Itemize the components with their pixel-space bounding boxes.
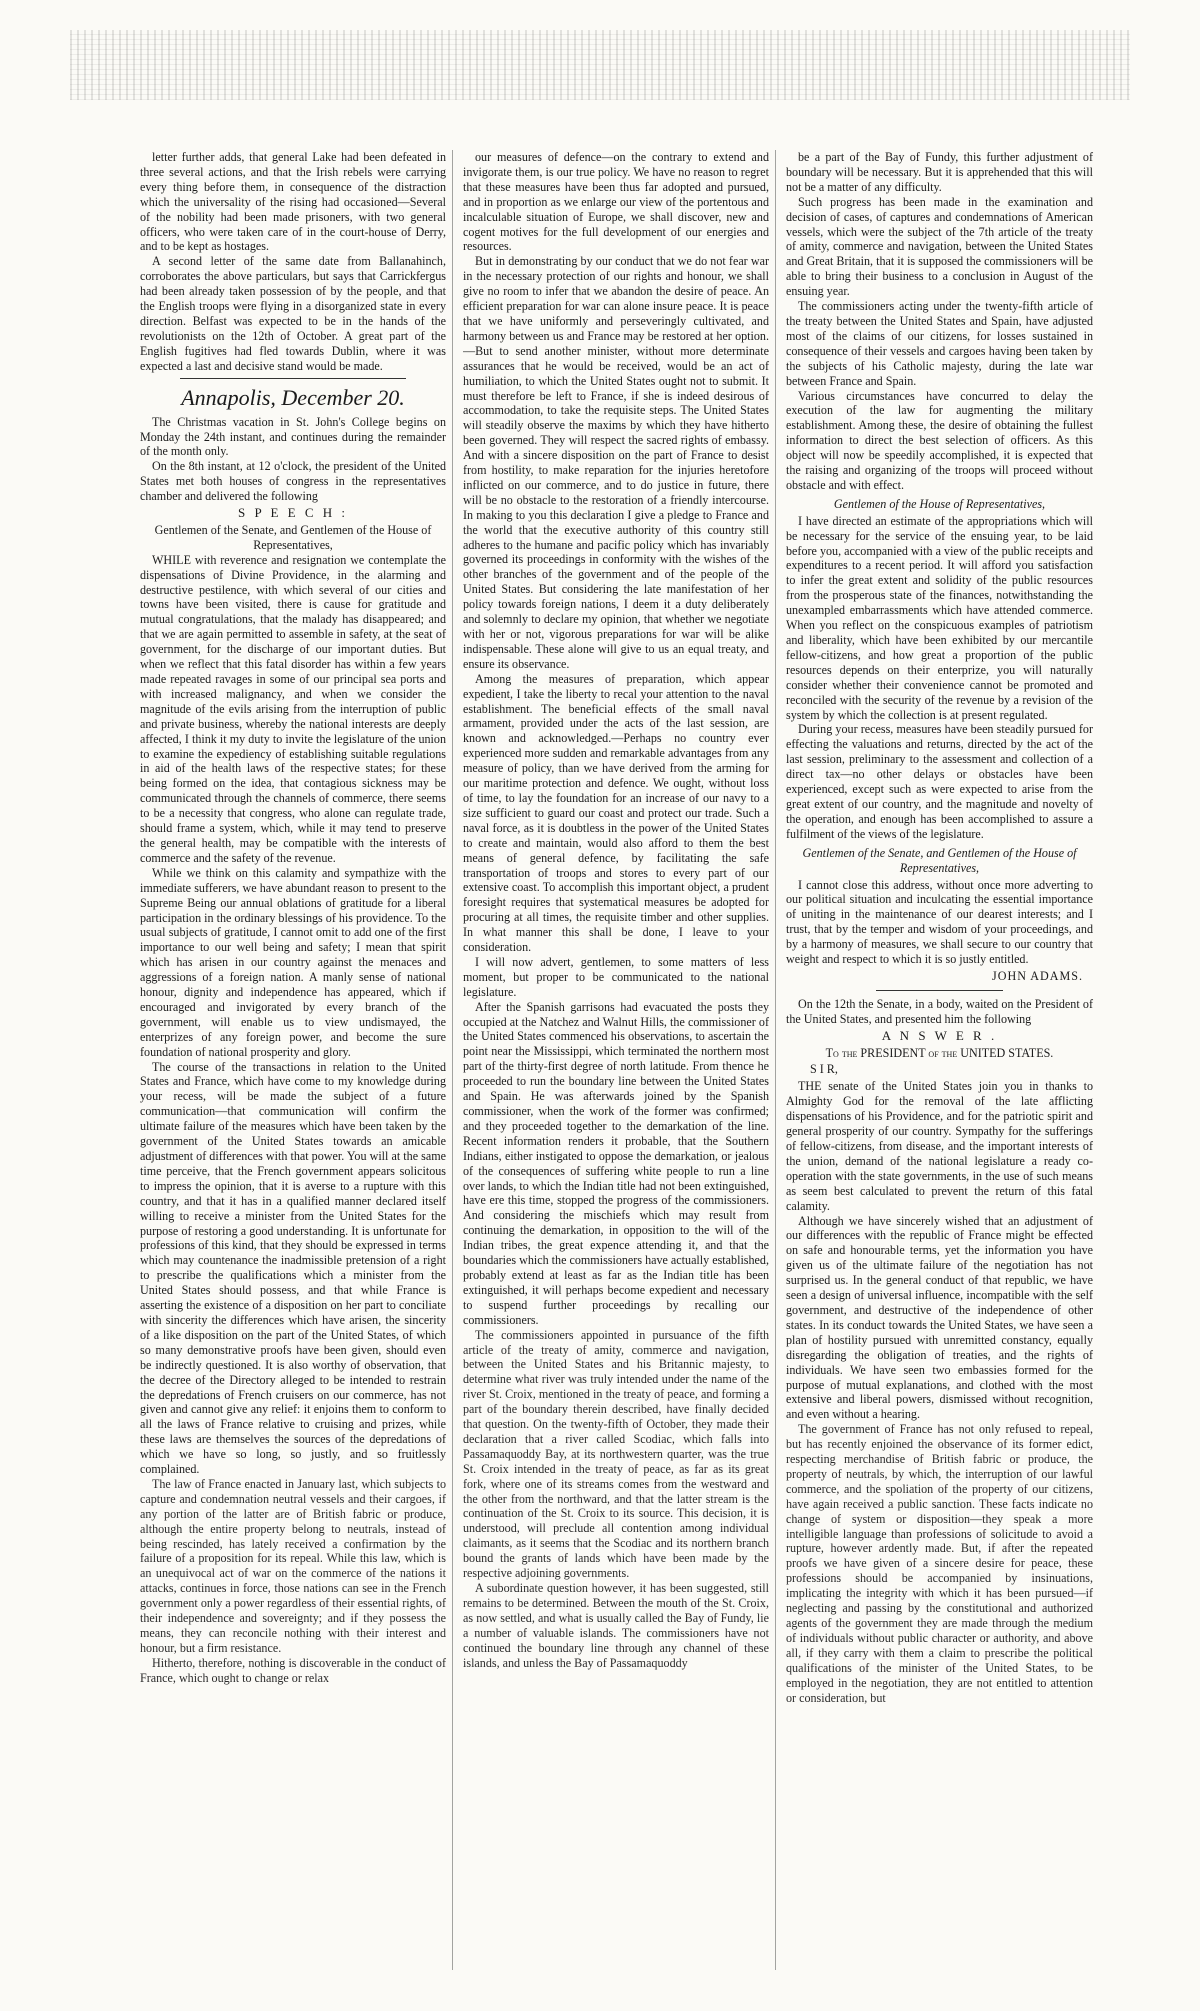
column-1 bbox=[140, 150, 453, 1970]
answer-heading: A N S W E R . bbox=[881, 1027, 998, 1043]
article-paragraph: The commissioners appointed in pursuance of the fifth article of the treaty of amity, commerce and navigation, between the United States and his Britannic majesty, to determine what river was truly intended under the name of the river St. Croix, mentioned in the treaty of peace, and forming a part of the boundary therein described, have finally decided that question. On the twenty-fifth of October, they made their declaration that a river called Scodiac, which falls into Passamaquoddy Bay, at its northwestern quarter, was the true St. Croix intended in the treaty of peace, as far as its great fork, where one of its streams comes from the westward and the other from the northward, and that the latter stream is the continuation of the St. Croix to its source. This decision, it is understood, will preclude all contention among individual claimants, as it seems that the Scodiac and its northern branch bound the grants of lands which have been made by the respective adjoining governments. bbox=[463, 1327, 769, 1581]
speech-address: Gentlemen of the Senate, and Gentlemen of the House of Representatives, bbox=[154, 522, 432, 552]
article-paragraph: A subordinate question however, it has been suggested, still remains to be determined. Between the mouth of the St. Croix, as now settled, and what is usually called the Bay of Fundy, lie a number of valuable islands. The commissioners have not continued the boundary line through any channel of these islands, and unless the Bay of Passamaquoddy bbox=[463, 1581, 769, 1670]
article-paragraph: The law of France enacted in January last, which subjects to capture and condemnation neutral vessels and their cargoes, if any portion of the latter are of British fabric or produce, although the entire property belong to neutrals, instead of being rescinded, has lately received a confirmation by the failure of a proposition for its repeal. While this law, which is an unequivocal act of war on the commerce of the nations it attacks, continues in force, those nations can see in the French government only a power regardless of their essential rights, of their independence and sovereignty; and if they possess the means, they can reconcile nothing with their interest and honour, but a firm resistance. bbox=[140, 1476, 446, 1655]
article-paragraph: The Christmas vacation in St. John's College begins on Monday the 24th instant, and continues during the remainder of the month only. bbox=[140, 414, 446, 459]
column-2 bbox=[463, 150, 776, 1970]
article-paragraph: THE senate of the United States join you in thanks to Almighty God for the removal of the late afflicting dispensations of his Providence, and for the patriotic spirit and general prosperity of our country. Sympathy for the sufferings of fellow-citizens, from disease, and the important interests of the union, demand of the national legislature a ready co-operation with the state governments, in the use of such means as seem best calculated to prevent the return of this fatal calamity. bbox=[786, 1079, 1093, 1213]
house-heading: Gentlemen of the House of Representatives, bbox=[833, 496, 1046, 511]
article-paragraph: The commissioners acting under the twenty-fifth article of the treaty between the United States and Spain, have adjusted most of the claims of our citizens, for losses sustained in consequence of their vessels and cargoes having been taken by the subjects of his Catholic majesty, during the late war between France and Spain. bbox=[786, 299, 1093, 388]
signature: JOHN ADAMS. bbox=[992, 968, 1083, 983]
article-paragraph: A second letter of the same date from Ballanahinch, corroborates the above particulars, but says that Carrickfergus had been already taken possession of by the people, and that the English troops were flying in a disorganized state in every direction. Belfast was expected to be in the hands of the revolutionists on the 12th of October. A great part of the English fugitives had fled towards Dublin, where it was expected a last and decisive stand would be made. bbox=[140, 254, 446, 373]
article-paragraph: Various circumstances have concurred to delay the execution of the law for augmenting the military establishment. Among these, the desire of obtaining the fullest information to direct the best selection of officers. As this object will now be speedily accomplished, it is expected that the raising and organizing of the troops will proceed without obstacle and with effect. bbox=[786, 388, 1093, 492]
divider bbox=[180, 378, 406, 379]
senate-heading: Gentlemen of the Senate, and Gentlemen of the House of Representatives, bbox=[802, 845, 1077, 875]
article-paragraph: The course of the transactions in relation to the United States and France, which have come to my knowledge during your recess, will be made the subject of a future communication—that communication will confirm the ultimate failure of the measures which have been taken by the government of the United States towards an amicable adjustment of differences with that power. You will at the same time perceive, that the French government appears solicitous to impress the opinion, that it is averse to a rupture with this country, and that it has in a qualified manner declared itself willing to receive a minister from the United States for the purpose of restoring a good understanding. It is unfortunate for professions of this kind, that they should be expressed in terms which may countenance the inadmissible pretension of a right to prescribe the qualifications which a minister from the United States should possess, and that while France is asserting the existence of a disposition on her part to conciliate with sincerity the differences which have arisen, the sincerity of a like disposition on the part of the United States, of which so many demonstrative proofs have been given, should even be indirectly questioned. It is also worthy of observation, that the decree of the Directory alleged to be intended to restrain the depredations of French cruisers on our commerce, has not given and cannot give any relief: it enjoins them to conform to all the laws of France relative to cruising and prizes, while these laws are themselves the sources of the depredations of which we have so long, so justly, and so fruitlessly complained. bbox=[140, 1059, 446, 1477]
torn-top-edge bbox=[70, 30, 1130, 100]
article-paragraph: our measures of defence—on the contrary to extend and invigorate them, is our true policy. We have no reason to regret that these measures have been thus far adopted and pursued, and in proportion as we enlarge our view of the portentous and incalculable situation of Europe, we shall discover, new and cogent motives for the full development of our energies and resources. bbox=[463, 150, 769, 254]
article-paragraph: Among the measures of preparation, which appear expedient, I take the liberty to recal your attention to the naval establishment. The beneficial effects of the small naval armament, provided under the acts of the last session, are known and acknowledged.—Perhaps no country ever experienced more sudden and remarkable advantages from any measure of policy, than we have derived from the arming for our maritime protection and defence. We ought, without loss of time, to lay the foundation for an increase of our navy to a size sufficient to guard our coast and protect our trade. Such a naval force, as it is doubtless in the power of the United States to create and maintain, would also afford to them the best means of general defence, by facilitating the safe transportation of troops and stores to every part of our extensive coast. To accomplish this important object, a prudent foresight requires that systematical measures be adopted for procuring at all times, the requisite timber and other supplies. In what manner this shall be done, I leave to your consideration. bbox=[463, 671, 769, 955]
speech-heading: S P E E C H : bbox=[237, 505, 349, 521]
article-paragraph: I will now advert, gentlemen, to some matters of less moment, but proper to be communicated to the national legislature. bbox=[463, 954, 769, 999]
salutation: S I R, bbox=[810, 1062, 838, 1077]
article-paragraph: During your recess, measures have been steadily pursued for effecting the valuations and returns, directed by the act of the last session, preliminary to the assessment and collection of a direct tax—no other delays or obstacles have been experienced, except such as were expected to arise from the great extent of our country, and the magnitude and novelty of the operation, and enough has been accomplished to assure a fulfilment of the views of the legislature. bbox=[786, 722, 1093, 841]
article-paragraph: I have directed an estimate of the appropriations which will be necessary for the service of the ensuing year, to be laid before you, accompanied with a view of the public receipts and expenditures to a recent period. It will afford you satisfaction to infer the great extent and solidity of the public resources from the prosperous state of the finances, notwithstanding the unexampled embarrassments which have attended commerce. When you reflect on the conspicuous examples of patriotism and liberality, which have been exhibited by our mercantile fellow-citizens, and how great a proportion of the public resources depends on their enterprize, you will naturally consider whether their convenience cannot be promoted and reconciled with the security of the revenue by a revision of the system by which the collection is at present regulated. bbox=[786, 513, 1093, 722]
divider bbox=[876, 990, 1003, 991]
article-paragraph: But in demonstrating by our conduct that we do not fear war in the necessary protection of our rights and honour, we shall give no room to infer that we abandon the desire of peace. An efficient preparation for war can alone insure peace. It is peace that we have uniformly and perseveringly cultivated, and harmony between us and France may be restored at her option.—But to send another minister, without more determinate assurances that he would be received, would be an act of humiliation, to which the United States ought not to submit. It must therefore be left to France, if she is indeed desirous of accommodation, to take the requisite steps. The United States will steadily observe the maxims by which they have hitherto been governed. They will respect the sacred rights of embassy. And with a sincere disposition on the part of France to desist from hostility, to make reparation for the injuries heretofore inflicted on our commerce, and to do justice in future, there will be no obstacle to the restoration of a friendly intercourse. In making to you this declaration I give a pledge to France and the world that the executive authority of this country still adheres to the humane and pacific policy which has invariably governed its proceedings in conformity with the wishes of the other branches of the government and of the people of the United States. But considering the late manifestation of her policy towards foreign nations, I deem it a duty deliberately and solemnly to declare my opinion, that whether we negotiate with her or not, vigorous preparations for war will be alike indispensable. These alone will give to us an equal treaty, and ensure its observance. bbox=[463, 254, 769, 671]
article-paragraph: On the 8th instant, at 12 o'clock, the president of the United States met both houses of congress in the representatives chamber and delivered the following bbox=[140, 459, 446, 504]
article-paragraph: be a part of the Bay of Fundy, this further adjustment of boundary will be necessary. But it is apprehended that this will not be a matter of any difficulty. bbox=[786, 150, 1093, 194]
article-paragraph: After the Spanish garrisons had evacuated the posts they occupied at the Natchez and Walnut Hills, the commissioner of the United States commenced his observations, to ascertain the point near the Mississippi, which terminated the northern most part of the thirty-first degree of north latitude. From thence he proceeded to run the boundary line between the United States and Spain. He was afterwards joined by the Spanish commissioner, when the work of the former was confirmed; and they proceeded together to the demarkation of the line. Recent information renders it probable, that the Southern Indians, either instigated to oppose the demarkation, or jealous of the consequences of suffering white people to run a line over lands, to which the Indian title had not been extinguished, have ere this time, stopped the progress of the commissioners. And considering the mischiefs which may result from continuing the demarkation, in opposition to the will of the Indian tribes, the great expence attending it, and that the boundaries which the commissioners have actually established, probably extend at least as far as the Indian title has been extinguished, it will perhaps become expedient and necessary to suspend further proceedings by recalling our commissioners. bbox=[463, 999, 769, 1327]
article-paragraph: letter further adds, that general Lake had been defeated in three several actions, and that the Irish rebels were carrying every thing before them, in consequence of the distraction which the universality of the rising had occasioned—Several of the nobility had been made prisoners, with two general officers, who were taken care of in the court-house of Derry, and to be kept as hostages. bbox=[140, 150, 446, 254]
article-paragraph: WHILE with reverence and resignation we contemplate the dispensations of Divine Providence, in the alarming and destructive pestilence, with which several of our cities and towns have been visited, there is cause for gratitude and mutual congratulations, that the malady has disappeared; and that we are again permitted to assemble in safety, at the seat of government, for the discharge of our important duties. But when we reflect that this fatal disorder has within a few years made repeated ravages in some of our principal sea ports and with increased malignancy, and when we consider the magnitude of the evils arising from the interruption of public and private business, whereby the national interests are deeply affected, I think it my duty to invite the legislature of the union to examine the expediency of establishing suitable regulations in aid of the health laws of the respective states; for these being formed on the idea, that contagious sickness may be communicated through the channels of commerce, there seems to be a necessity that congress, who alone can regulate trade, should frame a system, which, while it may tend to preserve the general health, may be compatible with the interests of commerce and the safety of the revenue. bbox=[140, 552, 446, 865]
article-paragraph: While we think on this calamity and sympathize with the immediate sufferers, we have abundant reason to present to the Supreme Being our annual oblations of gratitude for a liberal participation in the ordinary blessings of his providence. To the usual subjects of gratitude, I cannot omit to add one of the first importance to our well being and safety; I mean that spirit which has arisen in our country against the menaces and aggressions of a foreign nation. A manly sense of national honour, dignity and independence has appeared, which if encouraged and invigorated by every branch of the government, will enable us to view undismayed, the enterprizes of any foreign power, and become the sure foundation of national prosperity and glory. bbox=[140, 865, 446, 1059]
text-columns bbox=[140, 150, 1100, 1970]
article-paragraph: Although we have sincerely wished that an adjustment of our differences with the republic of France might be effected on safe and honourable terms, yet the information you have given us of the ultimate failure of the negotiation has not surprised us. In the general conduct of that republic, we have seen a design of universal influence, incompatible with the self government, and destructive of the independence of other states. In its conduct towards the United States, we have seen a plan of hostility pursued with unremitted constancy, equally disregarding the obligation of treaties, and the rights of individuals. We have seen two embassies formed for the purpose of mutual explanations, and clothed with the most extensive and liberal powers, dismissed without recognition, and even without a hearing. bbox=[786, 1213, 1093, 1422]
column-3 bbox=[786, 150, 1099, 1970]
dateline: Annapolis, December 20. bbox=[181, 384, 405, 410]
answer-addressee: To the PRESIDENT of the UNITED STATES. bbox=[825, 1045, 1054, 1060]
article-paragraph: Such progress has been made in the examination and decision of cases, of captures and condemnations of American vessels, which were the subject of the 7th article of the treaty of amity, commerce and navigation, between the United States and Great Britain, that it is supposed the commissioners will be able to bring their business to a conclusion in August of the ensuing year. bbox=[786, 194, 1093, 299]
article-paragraph: The government of France has not only refused to repeal, but has recently enjoined the observance of its former edict, respecting merchandise of British fabric or produce, the property of neutrals, by which, the interruption of our lawful commerce, and the spoliation of the property of our citizens, have again received a public sanction. These facts indicate no change of system or disposition—they speak a more intelligible language than professions of solicitude to avoid a rupture, however ardently made. But, if after the repeated proofs we have given of a sincere desire for peace, these professions should be accompanied by insinuations, implicating the integrity with which it has been pursued—if neglecting and passing by the constitutional and authorized agents of the government they are made through the medium of individuals without public character or authority, and above all, if they carry with them a claim to prescribe the political qualifications of the minister of the United States, to be employed in the negotiation, they are not entitled to attention or consideration, but bbox=[786, 1422, 1093, 1705]
article-paragraph: I cannot close this address, without once more adverting to our political situation and inculcating the essential importance of uniting in the maintenance of our dearest interests; and I trust, that by the temper and wisdom of your proceedings, and by a harmony of measures, we shall secure to our country that weight and respect to which it is so justly entitled. bbox=[786, 877, 1093, 967]
article-paragraph: Hitherto, therefore, nothing is discoverable in the conduct of France, which ought to change or relax bbox=[140, 1655, 446, 1685]
article-paragraph: On the 12th the Senate, in a body, waited on the President of the United States, and presented him the following bbox=[786, 996, 1093, 1026]
